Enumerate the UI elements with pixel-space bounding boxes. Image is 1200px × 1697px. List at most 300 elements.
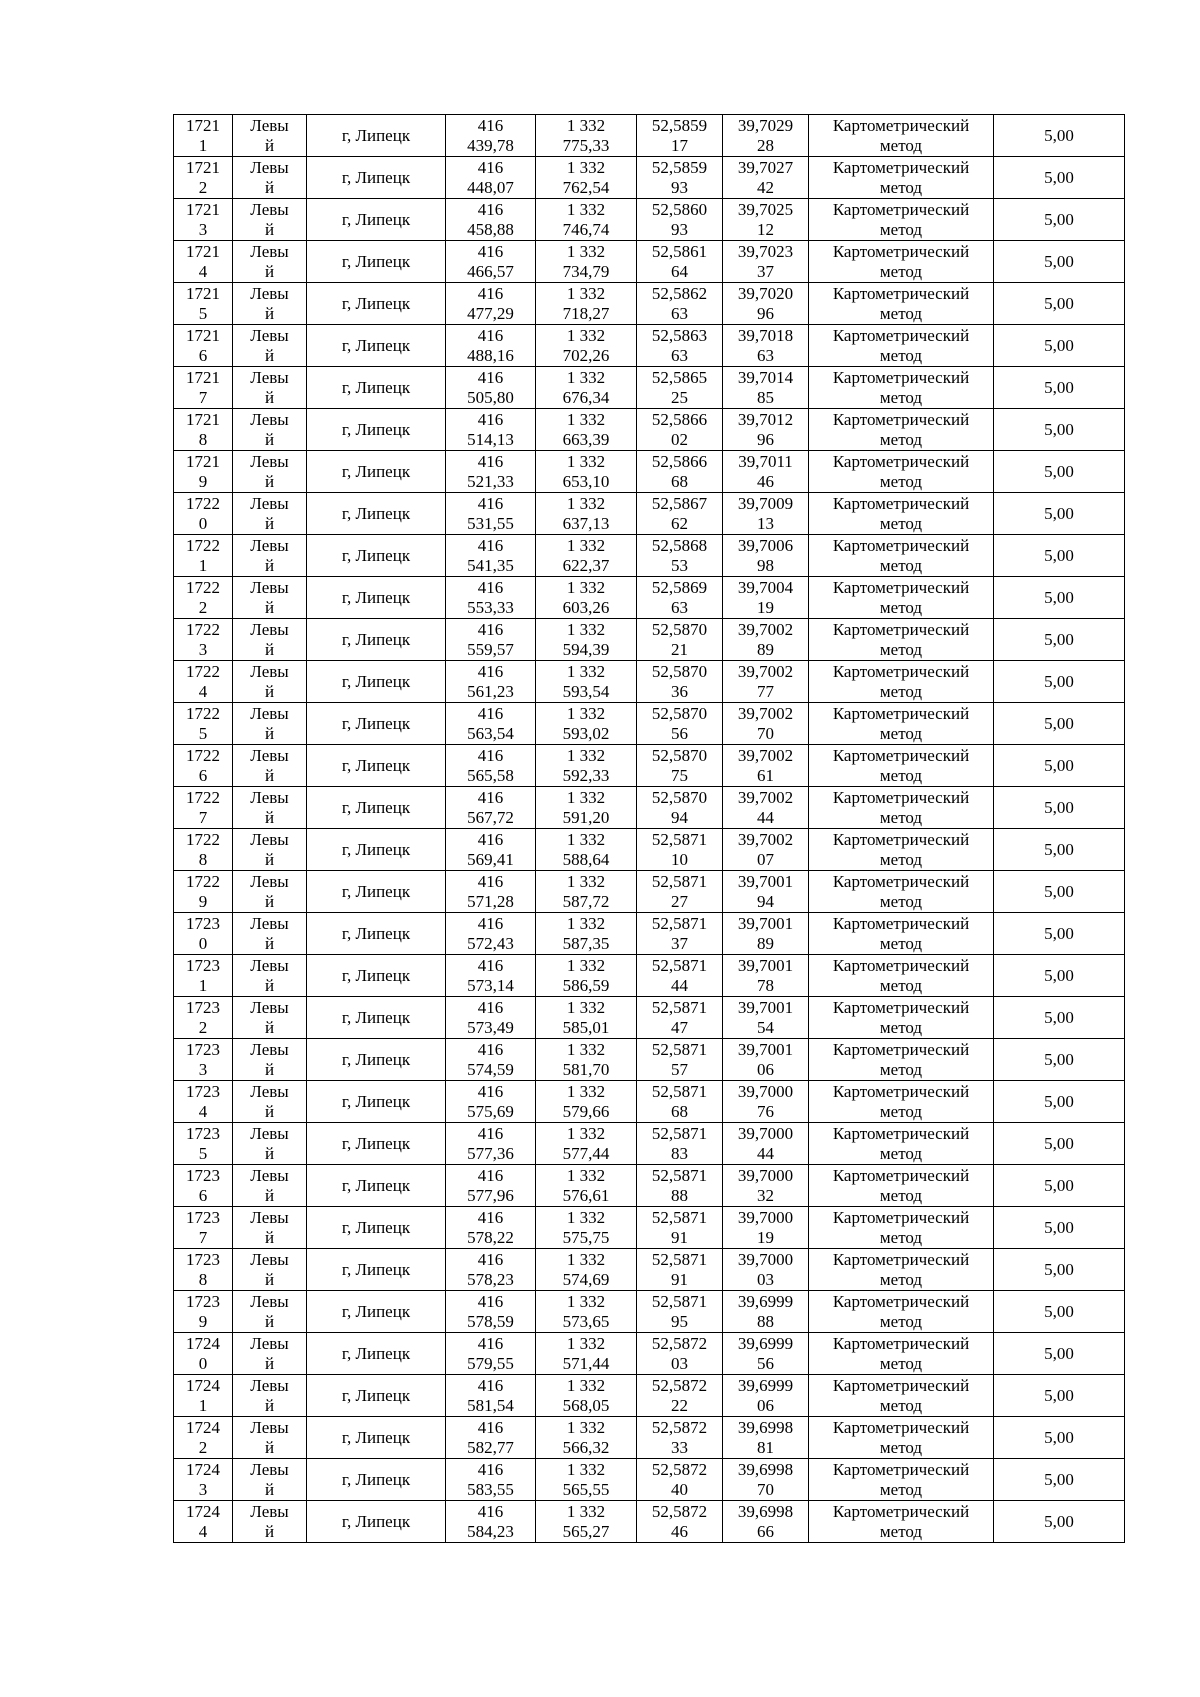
longitude-cell: 39,7004 19: [723, 577, 809, 619]
bank-side-cell: Левы й: [233, 619, 307, 661]
locality-cell: г, Липецк: [307, 577, 446, 619]
table-row: [174, 787, 1125, 829]
longitude-cell: 39,7002 44: [723, 787, 809, 829]
method-cell: Картометрический метод: [809, 535, 994, 577]
latitude-cell: 52,5871 83: [637, 1123, 723, 1165]
locality-cell: г, Липецк: [307, 997, 446, 1039]
coordinate-x-cell: 416 577,36: [446, 1123, 536, 1165]
latitude-cell: 52,5871 27: [637, 871, 723, 913]
locality-cell: г, Липецк: [307, 1123, 446, 1165]
latitude-cell: 52,5861 64: [637, 241, 723, 283]
bank-side-cell: Левы й: [233, 1459, 307, 1501]
accuracy-cell: 5,00: [994, 1081, 1125, 1123]
coordinate-x-cell: 416 577,96: [446, 1165, 536, 1207]
method-cell: Картометрический метод: [809, 619, 994, 661]
table-row: [174, 577, 1125, 619]
locality-cell: г, Липецк: [307, 157, 446, 199]
longitude-cell: 39,6998 66: [723, 1501, 809, 1543]
longitude-cell: 39,6998 70: [723, 1459, 809, 1501]
method-cell: Картометрический метод: [809, 829, 994, 871]
locality-cell: г, Липецк: [307, 283, 446, 325]
coordinate-x-cell: 416 458,88: [446, 199, 536, 241]
latitude-cell: 52,5871 68: [637, 1081, 723, 1123]
bank-side-cell: Левы й: [233, 997, 307, 1039]
point-number-cell: 1721 5: [174, 283, 233, 325]
bank-side-cell: Левы й: [233, 745, 307, 787]
accuracy-cell: 5,00: [994, 1165, 1125, 1207]
coordinate-x-cell: 416 531,55: [446, 493, 536, 535]
locality-cell: г, Липецк: [307, 241, 446, 283]
locality-cell: г, Липецк: [307, 1459, 446, 1501]
method-cell: Картометрический метод: [809, 703, 994, 745]
bank-side-cell: Левы й: [233, 1165, 307, 1207]
coordinate-y-cell: 1 332 579,66: [536, 1081, 637, 1123]
coordinate-y-cell: 1 332 663,39: [536, 409, 637, 451]
point-number-cell: 1724 4: [174, 1501, 233, 1543]
table-row: [174, 1459, 1125, 1501]
point-number-cell: 1723 4: [174, 1081, 233, 1123]
bank-side-cell: Левы й: [233, 283, 307, 325]
longitude-cell: 39,7001 94: [723, 871, 809, 913]
table-row: [174, 535, 1125, 577]
point-number-cell: 1722 2: [174, 577, 233, 619]
locality-cell: г, Липецк: [307, 1417, 446, 1459]
table-row: [174, 325, 1125, 367]
point-number-cell: 1724 2: [174, 1417, 233, 1459]
accuracy-cell: 5,00: [994, 1039, 1125, 1081]
point-number-cell: 1723 7: [174, 1207, 233, 1249]
coordinate-y-cell: 1 332 574,69: [536, 1249, 637, 1291]
longitude-cell: 39,7014 85: [723, 367, 809, 409]
longitude-cell: 39,7001 06: [723, 1039, 809, 1081]
bank-side-cell: Левы й: [233, 787, 307, 829]
table-row: [174, 115, 1125, 157]
accuracy-cell: 5,00: [994, 1207, 1125, 1249]
coordinate-x-cell: 416 514,13: [446, 409, 536, 451]
bank-side-cell: Левы й: [233, 577, 307, 619]
latitude-cell: 52,5859 93: [637, 157, 723, 199]
longitude-cell: 39,7000 44: [723, 1123, 809, 1165]
longitude-cell: 39,6999 88: [723, 1291, 809, 1333]
accuracy-cell: 5,00: [994, 619, 1125, 661]
accuracy-cell: 5,00: [994, 115, 1125, 157]
latitude-cell: 52,5866 68: [637, 451, 723, 493]
longitude-cell: 39,6998 81: [723, 1417, 809, 1459]
longitude-cell: 39,7002 89: [723, 619, 809, 661]
coordinate-x-cell: 416 573,14: [446, 955, 536, 997]
latitude-cell: 52,5871 91: [637, 1249, 723, 1291]
latitude-cell: 52,5863 63: [637, 325, 723, 367]
locality-cell: г, Липецк: [307, 1375, 446, 1417]
coordinate-y-cell: 1 332 568,05: [536, 1375, 637, 1417]
method-cell: Картометрический метод: [809, 1123, 994, 1165]
latitude-cell: 52,5872 46: [637, 1501, 723, 1543]
bank-side-cell: Левы й: [233, 955, 307, 997]
method-cell: Картометрический метод: [809, 241, 994, 283]
table-row: [174, 871, 1125, 913]
method-cell: Картометрический метод: [809, 325, 994, 367]
accuracy-cell: 5,00: [994, 997, 1125, 1039]
point-number-cell: 1723 8: [174, 1249, 233, 1291]
accuracy-cell: 5,00: [994, 703, 1125, 745]
bank-side-cell: Левы й: [233, 829, 307, 871]
latitude-cell: 52,5870 94: [637, 787, 723, 829]
coordinate-y-cell: 1 332 577,44: [536, 1123, 637, 1165]
table-body: [174, 115, 1125, 1543]
bank-side-cell: Левы й: [233, 913, 307, 955]
longitude-cell: 39,7011 46: [723, 451, 809, 493]
accuracy-cell: 5,00: [994, 1459, 1125, 1501]
coordinate-y-cell: 1 332 565,27: [536, 1501, 637, 1543]
bank-side-cell: Левы й: [233, 493, 307, 535]
point-number-cell: 1722 4: [174, 661, 233, 703]
coordinate-y-cell: 1 332 718,27: [536, 283, 637, 325]
locality-cell: г, Липецк: [307, 451, 446, 493]
point-number-cell: 1723 9: [174, 1291, 233, 1333]
accuracy-cell: 5,00: [994, 1249, 1125, 1291]
bank-side-cell: Левы й: [233, 115, 307, 157]
locality-cell: г, Липецк: [307, 1291, 446, 1333]
coordinate-x-cell: 416 571,28: [446, 871, 536, 913]
point-number-cell: 1723 5: [174, 1123, 233, 1165]
bank-side-cell: Левы й: [233, 325, 307, 367]
table-row: [174, 1081, 1125, 1123]
table-row: [174, 1123, 1125, 1165]
bank-side-cell: Левы й: [233, 1417, 307, 1459]
longitude-cell: 39,7009 13: [723, 493, 809, 535]
accuracy-cell: 5,00: [994, 745, 1125, 787]
coordinate-y-cell: 1 332 576,61: [536, 1165, 637, 1207]
locality-cell: г, Липецк: [307, 703, 446, 745]
coordinate-y-cell: 1 332 775,33: [536, 115, 637, 157]
longitude-cell: 39,7023 37: [723, 241, 809, 283]
method-cell: Картометрический метод: [809, 367, 994, 409]
method-cell: Картометрический метод: [809, 913, 994, 955]
table-row: [174, 451, 1125, 493]
coordinate-y-cell: 1 332 702,26: [536, 325, 637, 367]
coordinate-y-cell: 1 332 587,72: [536, 871, 637, 913]
point-number-cell: 1723 3: [174, 1039, 233, 1081]
locality-cell: г, Липецк: [307, 661, 446, 703]
locality-cell: г, Липецк: [307, 325, 446, 367]
table-row: [174, 619, 1125, 661]
longitude-cell: 39,7006 98: [723, 535, 809, 577]
longitude-cell: 39,7018 63: [723, 325, 809, 367]
longitude-cell: 39,6999 06: [723, 1375, 809, 1417]
coordinate-y-cell: 1 332 734,79: [536, 241, 637, 283]
latitude-cell: 52,5866 02: [637, 409, 723, 451]
point-number-cell: 1722 9: [174, 871, 233, 913]
coordinate-y-cell: 1 332 573,65: [536, 1291, 637, 1333]
table-row: [174, 1165, 1125, 1207]
coordinate-y-cell: 1 332 565,55: [536, 1459, 637, 1501]
coordinate-x-cell: 416 488,16: [446, 325, 536, 367]
point-number-cell: 1722 0: [174, 493, 233, 535]
locality-cell: г, Липецк: [307, 1081, 446, 1123]
longitude-cell: 39,7029 28: [723, 115, 809, 157]
method-cell: Картометрический метод: [809, 157, 994, 199]
point-number-cell: 1721 1: [174, 115, 233, 157]
coordinate-x-cell: 416 579,55: [446, 1333, 536, 1375]
method-cell: Картометрический метод: [809, 1081, 994, 1123]
bank-side-cell: Левы й: [233, 1375, 307, 1417]
bank-side-cell: Левы й: [233, 1501, 307, 1543]
latitude-cell: 52,5865 25: [637, 367, 723, 409]
locality-cell: г, Липецк: [307, 787, 446, 829]
longitude-cell: 39,7002 61: [723, 745, 809, 787]
longitude-cell: 39,7000 19: [723, 1207, 809, 1249]
locality-cell: г, Липецк: [307, 1249, 446, 1291]
bank-side-cell: Левы й: [233, 199, 307, 241]
locality-cell: г, Липецк: [307, 1039, 446, 1081]
point-number-cell: 1723 6: [174, 1165, 233, 1207]
coordinate-y-cell: 1 332 762,54: [536, 157, 637, 199]
accuracy-cell: 5,00: [994, 1333, 1125, 1375]
locality-cell: г, Липецк: [307, 115, 446, 157]
point-number-cell: 1722 6: [174, 745, 233, 787]
coordinate-y-cell: 1 332 593,02: [536, 703, 637, 745]
bank-side-cell: Левы й: [233, 661, 307, 703]
locality-cell: г, Липецк: [307, 829, 446, 871]
latitude-cell: 52,5871 88: [637, 1165, 723, 1207]
method-cell: Картометрический метод: [809, 199, 994, 241]
longitude-cell: 39,7001 78: [723, 955, 809, 997]
locality-cell: г, Липецк: [307, 535, 446, 577]
point-number-cell: 1722 7: [174, 787, 233, 829]
locality-cell: г, Липецк: [307, 619, 446, 661]
coordinate-x-cell: 416 477,29: [446, 283, 536, 325]
accuracy-cell: 5,00: [994, 199, 1125, 241]
latitude-cell: 52,5872 22: [637, 1375, 723, 1417]
table-row: [174, 283, 1125, 325]
method-cell: Картометрический метод: [809, 493, 994, 535]
method-cell: Картометрический метод: [809, 1459, 994, 1501]
coordinate-x-cell: 416 563,54: [446, 703, 536, 745]
method-cell: Картометрический метод: [809, 1375, 994, 1417]
latitude-cell: 52,5871 57: [637, 1039, 723, 1081]
point-number-cell: 1721 2: [174, 157, 233, 199]
coordinate-x-cell: 416 466,57: [446, 241, 536, 283]
coordinate-y-cell: 1 332 676,34: [536, 367, 637, 409]
point-number-cell: 1722 8: [174, 829, 233, 871]
accuracy-cell: 5,00: [994, 157, 1125, 199]
method-cell: Картометрический метод: [809, 661, 994, 703]
point-number-cell: 1721 3: [174, 199, 233, 241]
bank-side-cell: Левы й: [233, 409, 307, 451]
table-row: [174, 1333, 1125, 1375]
coordinate-y-cell: 1 332 588,64: [536, 829, 637, 871]
method-cell: Картометрический метод: [809, 871, 994, 913]
table-row: [174, 199, 1125, 241]
coordinate-x-cell: 416 521,33: [446, 451, 536, 493]
coordinate-y-cell: 1 332 637,13: [536, 493, 637, 535]
point-number-cell: 1721 7: [174, 367, 233, 409]
coordinate-x-cell: 416 505,80: [446, 367, 536, 409]
accuracy-cell: 5,00: [994, 493, 1125, 535]
accuracy-cell: 5,00: [994, 1417, 1125, 1459]
coordinate-x-cell: 416 578,22: [446, 1207, 536, 1249]
coordinate-x-cell: 416 574,59: [446, 1039, 536, 1081]
table-row: [174, 829, 1125, 871]
latitude-cell: 52,5871 91: [637, 1207, 723, 1249]
method-cell: Картометрический метод: [809, 451, 994, 493]
longitude-cell: 39,7012 96: [723, 409, 809, 451]
latitude-cell: 52,5870 36: [637, 661, 723, 703]
locality-cell: г, Липецк: [307, 409, 446, 451]
method-cell: Картометрический метод: [809, 1501, 994, 1543]
bank-side-cell: Левы й: [233, 1123, 307, 1165]
point-number-cell: 1724 3: [174, 1459, 233, 1501]
latitude-cell: 52,5869 63: [637, 577, 723, 619]
coordinate-y-cell: 1 332 581,70: [536, 1039, 637, 1081]
coordinate-y-cell: 1 332 593,54: [536, 661, 637, 703]
method-cell: Картометрический метод: [809, 115, 994, 157]
coordinate-x-cell: 416 578,23: [446, 1249, 536, 1291]
table-row: [174, 1291, 1125, 1333]
longitude-cell: 39,7002 77: [723, 661, 809, 703]
point-number-cell: 1722 1: [174, 535, 233, 577]
latitude-cell: 52,5859 17: [637, 115, 723, 157]
coordinate-y-cell: 1 332 603,26: [536, 577, 637, 619]
table-row: [174, 1501, 1125, 1543]
table-row: [174, 661, 1125, 703]
method-cell: Картометрический метод: [809, 787, 994, 829]
accuracy-cell: 5,00: [994, 787, 1125, 829]
table-row: [174, 703, 1125, 745]
method-cell: Картометрический метод: [809, 1417, 994, 1459]
locality-cell: г, Липецк: [307, 1165, 446, 1207]
method-cell: Картометрический метод: [809, 997, 994, 1039]
coordinate-y-cell: 1 332 653,10: [536, 451, 637, 493]
locality-cell: г, Липецк: [307, 1207, 446, 1249]
accuracy-cell: 5,00: [994, 409, 1125, 451]
coordinate-x-cell: 416 561,23: [446, 661, 536, 703]
point-number-cell: 1723 2: [174, 997, 233, 1039]
latitude-cell: 52,5867 62: [637, 493, 723, 535]
accuracy-cell: 5,00: [994, 535, 1125, 577]
locality-cell: г, Липецк: [307, 199, 446, 241]
bank-side-cell: Левы й: [233, 1249, 307, 1291]
coordinate-y-cell: 1 332 575,75: [536, 1207, 637, 1249]
table-row: [174, 913, 1125, 955]
coordinate-x-cell: 416 573,49: [446, 997, 536, 1039]
bank-side-cell: Левы й: [233, 703, 307, 745]
coordinate-x-cell: 416 575,69: [446, 1081, 536, 1123]
accuracy-cell: 5,00: [994, 1291, 1125, 1333]
boundary-points-table: [173, 114, 1125, 1543]
point-number-cell: 1724 0: [174, 1333, 233, 1375]
point-number-cell: 1721 8: [174, 409, 233, 451]
coordinate-y-cell: 1 332 585,01: [536, 997, 637, 1039]
coordinate-y-cell: 1 332 566,32: [536, 1417, 637, 1459]
coordinate-x-cell: 416 578,59: [446, 1291, 536, 1333]
coordinate-x-cell: 416 582,77: [446, 1417, 536, 1459]
longitude-cell: 39,7000 32: [723, 1165, 809, 1207]
bank-side-cell: Левы й: [233, 535, 307, 577]
table-row: [174, 241, 1125, 283]
locality-cell: г, Липецк: [307, 493, 446, 535]
accuracy-cell: 5,00: [994, 1123, 1125, 1165]
table-row: [174, 745, 1125, 787]
latitude-cell: 52,5871 37: [637, 913, 723, 955]
locality-cell: г, Липецк: [307, 871, 446, 913]
locality-cell: г, Липецк: [307, 955, 446, 997]
accuracy-cell: 5,00: [994, 955, 1125, 997]
longitude-cell: 39,7025 12: [723, 199, 809, 241]
locality-cell: г, Липецк: [307, 1333, 446, 1375]
coordinate-x-cell: 416 583,55: [446, 1459, 536, 1501]
bank-side-cell: Левы й: [233, 871, 307, 913]
table-row: [174, 1417, 1125, 1459]
coordinate-x-cell: 416 565,58: [446, 745, 536, 787]
accuracy-cell: 5,00: [994, 661, 1125, 703]
accuracy-cell: 5,00: [994, 871, 1125, 913]
coordinate-y-cell: 1 332 591,20: [536, 787, 637, 829]
method-cell: Картометрический метод: [809, 1165, 994, 1207]
accuracy-cell: 5,00: [994, 325, 1125, 367]
longitude-cell: 39,7000 76: [723, 1081, 809, 1123]
method-cell: Картометрический метод: [809, 409, 994, 451]
coordinate-x-cell: 416 581,54: [446, 1375, 536, 1417]
coordinate-y-cell: 1 332 592,33: [536, 745, 637, 787]
accuracy-cell: 5,00: [994, 913, 1125, 955]
table-row: [174, 1249, 1125, 1291]
accuracy-cell: 5,00: [994, 283, 1125, 325]
point-number-cell: 1723 1: [174, 955, 233, 997]
longitude-cell: 39,7002 07: [723, 829, 809, 871]
point-number-cell: 1721 4: [174, 241, 233, 283]
locality-cell: г, Липецк: [307, 745, 446, 787]
method-cell: Картометрический метод: [809, 745, 994, 787]
bank-side-cell: Левы й: [233, 1039, 307, 1081]
coordinate-x-cell: 416 439,78: [446, 115, 536, 157]
longitude-cell: 39,7020 96: [723, 283, 809, 325]
latitude-cell: 52,5860 93: [637, 199, 723, 241]
coordinate-y-cell: 1 332 622,37: [536, 535, 637, 577]
longitude-cell: 39,7000 03: [723, 1249, 809, 1291]
longitude-cell: 39,7027 42: [723, 157, 809, 199]
accuracy-cell: 5,00: [994, 1375, 1125, 1417]
method-cell: Картометрический метод: [809, 1249, 994, 1291]
point-number-cell: 1722 5: [174, 703, 233, 745]
coordinate-x-cell: 416 448,07: [446, 157, 536, 199]
latitude-cell: 52,5872 40: [637, 1459, 723, 1501]
bank-side-cell: Левы й: [233, 1333, 307, 1375]
point-number-cell: 1721 9: [174, 451, 233, 493]
locality-cell: г, Липецк: [307, 1501, 446, 1543]
bank-side-cell: Левы й: [233, 1081, 307, 1123]
locality-cell: г, Липецк: [307, 367, 446, 409]
table-row: [174, 367, 1125, 409]
longitude-cell: 39,7001 89: [723, 913, 809, 955]
latitude-cell: 52,5871 95: [637, 1291, 723, 1333]
bank-side-cell: Левы й: [233, 241, 307, 283]
coordinate-x-cell: 416 569,41: [446, 829, 536, 871]
coordinate-x-cell: 416 584,23: [446, 1501, 536, 1543]
method-cell: Картометрический метод: [809, 1333, 994, 1375]
table-row: [174, 1375, 1125, 1417]
table-row: [174, 1207, 1125, 1249]
coordinate-x-cell: 416 567,72: [446, 787, 536, 829]
point-number-cell: 1721 6: [174, 325, 233, 367]
coordinate-y-cell: 1 332 587,35: [536, 913, 637, 955]
longitude-cell: 39,7002 70: [723, 703, 809, 745]
latitude-cell: 52,5870 75: [637, 745, 723, 787]
latitude-cell: 52,5871 47: [637, 997, 723, 1039]
latitude-cell: 52,5872 33: [637, 1417, 723, 1459]
longitude-cell: 39,6999 56: [723, 1333, 809, 1375]
accuracy-cell: 5,00: [994, 241, 1125, 283]
